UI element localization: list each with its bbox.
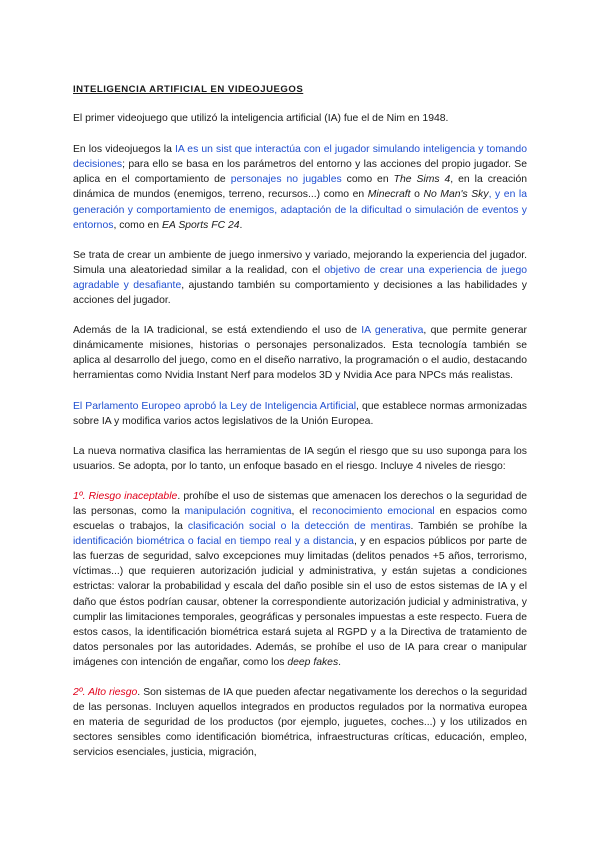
paragraph-ambiente: Se trata de crear un ambiente de juego inmersivo y variado, mejorando la experiencia del jugador. Simula una aleatoriedad similar a la realidad, con el objetivo de crear una experiencia de juego agradable y desafiante, ajustando también su comportamiento y decisiones a las habilidades y acciones del jugador. — [73, 249, 527, 307]
paragraph-normativa: La nueva normativa clasifica las herramientas de IA según el riesgo que su uso suponga para los usuarios. Se adopta, por lo tanto, un enfoque basado en el riesgo. Incluye 4 niveles de riesgo: — [73, 445, 527, 472]
term-deep-fakes: deep fakes — [287, 656, 339, 668]
game-title-sims: The Sims 4 — [393, 174, 451, 186]
paragraph-videojuegos: En los videojuegos la IA es un sist que interactúa con el jugador simulando inteligencia y tomando decisiones; para ello se basa en los parámetros del entorno y las acciones del propio jugador. Se aplica en el comportamiento de personajes no jugables como en The Sims 4, en la creación dinámica de mundos (enemigos, terreno, recursos...) como en Minecraft o No Man's Sky, y en la generación y comportamiento de enemigos, adaptación de la dificultad o simulación de eventos y entornos, como en EA Sports FC 24. — [73, 144, 528, 231]
paragraph-parlamento: El Parlamento Europeo aprobó la Ley de Inteligencia Artificial, que establece normas armonizadas sobre IA y modifica varios actos legislativos de la Unión Europea. — [73, 400, 527, 427]
link-generacion-enemigos[interactable]: , y en la generación y comportamiento de enemigos, adaptación de la dificultad o simulación de eventos y entornos — [73, 189, 528, 231]
link-reconocimiento-emocional[interactable]: reconocimiento emocional — [312, 505, 435, 517]
document-title: INTELIGENCIA ARTIFICIAL EN VIDEOJUEGOS — [73, 84, 304, 95]
link-manipulacion-cognitiva[interactable]: manipulación cognitiva — [184, 505, 292, 517]
risk-label-alto: 2º. Alto riesgo — [73, 687, 138, 698]
paragraph-ia-generativa: Además de la IA tradicional, se está extendiendo el uso de IA generativa, que permite generar dinámicamente misiones, historias o personajes personalizados. Esta tecnología también se aplica al desarrollo del juego, como en el diseño narrativo, la programación o el audio, destacando herramientas como Nvidia Instant Nerf para modelos 3D y Nvidia Ace para NPCs más realistas. — [73, 325, 527, 382]
intro-paragraph: El primer videojuego que utilizó la inteligencia artificial (IA) fue el de Nim en 1948. — [73, 113, 449, 125]
link-ia-definition[interactable]: IA es un sist que interactúa con el jugador simulando inteligencia y tomando decisiones — [73, 144, 527, 171]
link-personajes-no-jugables[interactable]: personajes no jugables — [230, 174, 342, 186]
game-title-minecraft: Minecraft — [367, 189, 411, 201]
paragraph-riesgo-inaceptable: 1º. Riesgo inaceptable. prohíbe el uso de sistemas que amenacen los derechos o la seguridad de las personas, como la manipulación cognitiva, el reconocimiento emocional en espacios como escuelas o trabajos, la clasificación social o la detección de mentiras. También se prohíbe la identificación biométrica o facial en tiempo real y a distancia, y en espacios públicos por parte de las fuerzas de seguridad, salvo excepciones muy limitadas (delitos penados +5 años, terrorismo, víctimas...) que requieren autorización judicial y administrativa, y están sujetas a condiciones estrictas: valorar la probabilidad y escala del daño posible sin el uso de estos sistemas de IA y el daño que éstos podrían causar, obtener la correspondiente autorización judicial y administrativa, y cumplir las limitaciones temporales, geográficas y personales impuestas a este respecto. Fuera de estos casos, la identificación biométrica estará sujeta al RGPD y a la Directiva de tratamiento de datos personales por las autoridades. Además, se prohíbe el uso de IA para crear o manipular imágenes con intención de engañar, como los deep fakes. — [73, 490, 528, 668]
game-title-easports: EA Sports FC 24 — [161, 219, 240, 231]
game-title-nomanssky: No Man's Sky — [423, 189, 489, 201]
risk-label-inaceptable: 1º. Riesgo inaceptable — [73, 490, 178, 502]
link-clasificacion-social[interactable]: clasificación social o la detección de mentiras — [187, 521, 411, 533]
link-objetivo-experiencia[interactable]: objetivo de crear una experiencia de juego agradable y desafiante — [73, 264, 527, 291]
paragraph-alto-riesgo: 2º. Alto riesgo. Son sistemas de IA que pueden afectar negativamente los derechos o la seguridad de las personas. Incluyen aquellos integrados en productos regulados por la normativa europea en materia de seguridad de los productos (por ejemplo, juguetes, coches...) y los utilizados en sectores sensibles como identificación biométrica, infraestructuras críticas, educación, empleo, servicios esenciales, justicia, migración, — [73, 687, 527, 759]
link-ia-generativa[interactable]: IA generativa — [361, 325, 424, 337]
link-identificacion-biometrica[interactable]: identificación biométrica o facial en tiempo real y a distancia — [73, 536, 354, 548]
link-ley-ia[interactable]: El Parlamento Europeo aprobó la Ley de Inteligencia Artificial — [73, 400, 357, 412]
document-body — [73, 82, 527, 775]
